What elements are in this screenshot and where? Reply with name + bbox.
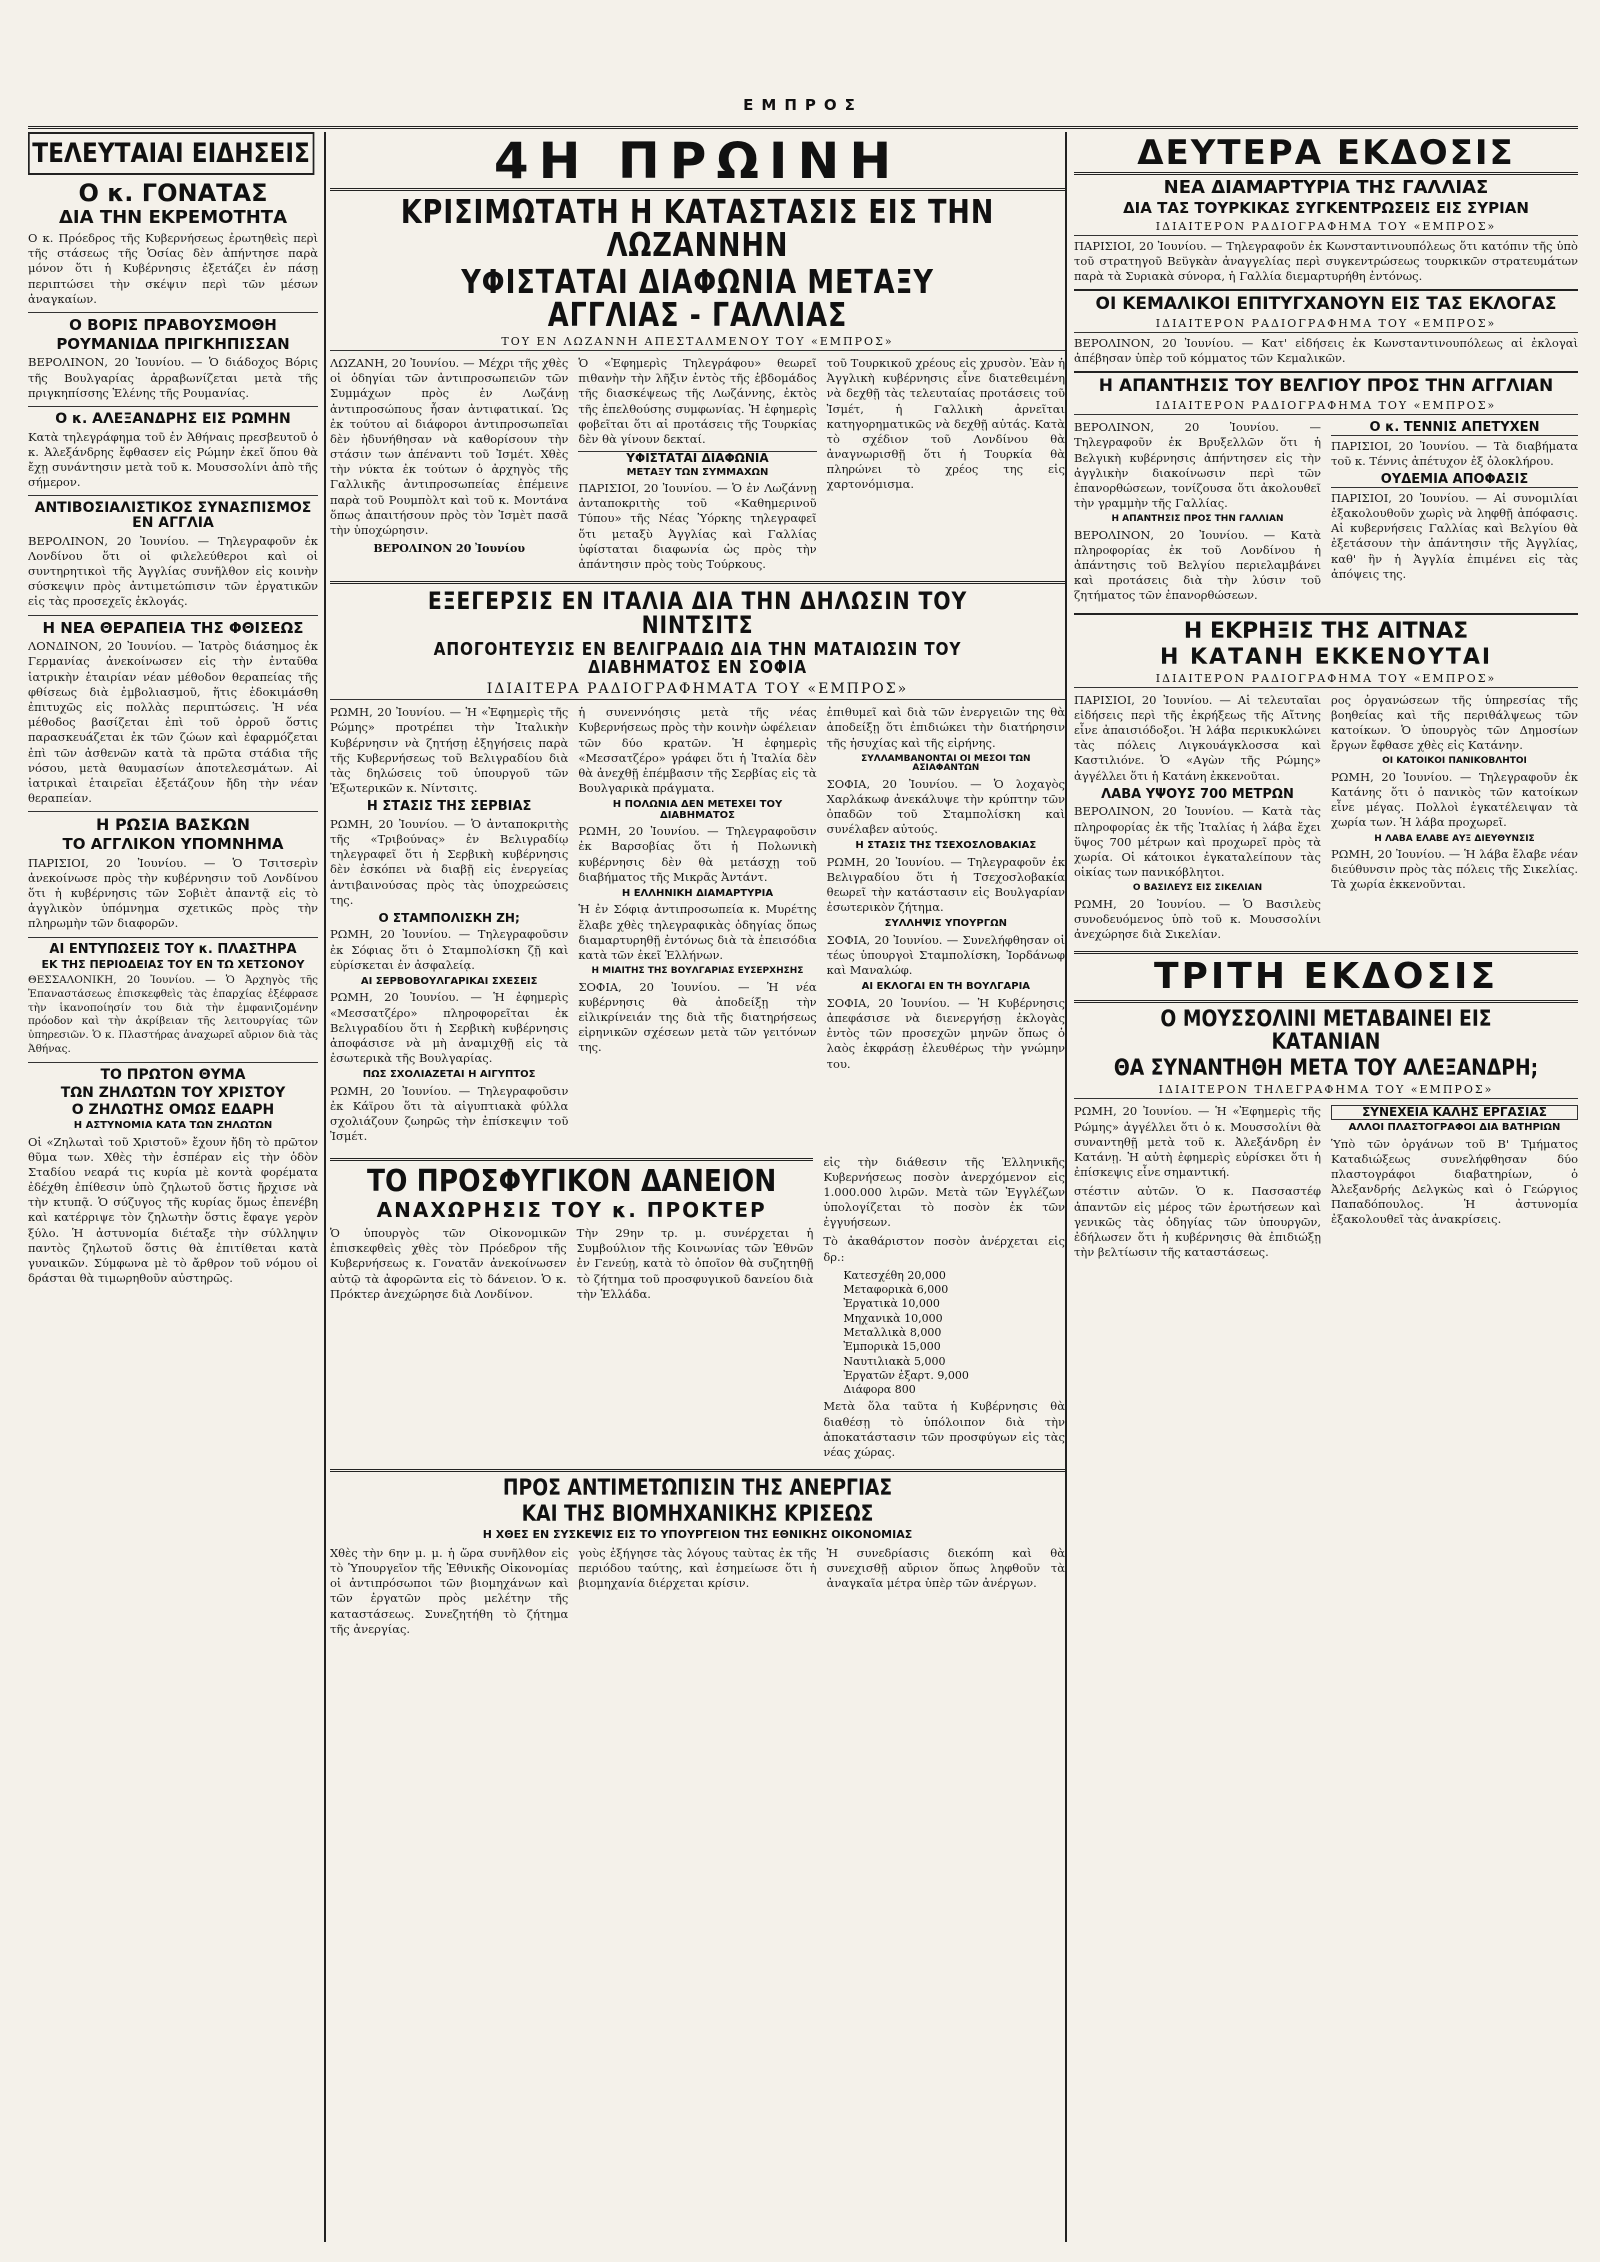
article-body: Χθὲς τὴν 6ην μ. μ. ἡ ὥρα συνῆλθον εἰς τὸ Ὑπουργεῖον τῆς Ἐθνικῆς Οἰκονομίας οἱ ἀντιπρόσωποι τῶν βιομηχάνων καὶ τῶν ἐργατῶν πρὸς μελέτην τῆς καταστάσεως. Συνεζητήθη τὸ ζήτημα τῆς ἀνεργίας.: [330, 1545, 569, 1636]
article-body: ΣΟΦΙΑ, 20 Ἰουνίου. — Ἡ νέα κυβέρνησις θὰ ἀποδείξῃ τὴν εἰλικρίνειάν της διὰ τῆς διατηρήσεως εἰρηνικῶν σχέσεων μετὰ τῶν γειτόνων της.: [578, 979, 817, 1055]
unemployment-headline-2: ΚΑΙ ΤΗΣ ΒΙΟΜΗΧΑΝΙΚΗΣ ΚΡΙΣΕΩΣ: [521, 1502, 874, 1528]
paper-name: ΕΜΠΡΟΣ: [743, 96, 863, 114]
article-subtitle: ΡΟΥΜΑΝΙΔΑ ΠΡΙΓΚΗΠΙΣΣΑΝ: [56, 334, 290, 353]
article-body: ἐπιθυμεῖ καὶ διὰ τῶν ἐνεργειῶν της θὰ ἀποδείξῃ ὅτι ἐπιδιώκει τὴν διατήρησιν τῆς ἡσυχίας καὶ τῆς εἰρήνης.: [826, 705, 1065, 750]
loan-table-row: Μηχανικὰ 10,000: [843, 1311, 943, 1325]
article-subtitle: Η ΕΛΛΗΝΙΚΗ ΔΙΑΜΑΡΤΥΡΙΑ: [621, 887, 774, 899]
article-title: ΟΙ ΚΕΜΑΛΙΚΟΙ ΕΠΙΤΥΓΧΑΝΟΥΝ ΕΙΣ ΤΑΣ ΕΚΛΟΓΑΣ: [1095, 294, 1557, 315]
dispatch-line: ΙΔΙΑΙΤΕΡΑ ΡΑΔΙΟΓΡΑΦΗΜΑΤΑ ΤΟΥ «ΕΜΠΡΟΣ»: [330, 681, 1065, 700]
table-intro: Τὸ ἀκαθάριστον ποσὸν ἀνέρχεται εἰς δρ.:: [823, 1234, 1065, 1264]
article-title: Η ΡΩΣΙΑ ΒΑΣΚΩΝ: [95, 815, 251, 835]
article-body: Ὁ «Ἐφημερὶς Τηλεγράφου» θεωρεῖ πιθανὴν τὴν λῆξιν ἐντὸς τῆς ἑβδομάδος τῆς διασκέψεως τῆς Λωζάννης, ἐκτὸς τῆς ἐπελθούσης συμφωνίας. Ἡ ἐφημερὶς φοβεῖται ὅτι αἱ προτάσεις τῆς Τουρκίας δὲν θὰ γίνουν δεκταί.: [578, 356, 817, 446]
dispatch-line: ΙΔΙΑΙΤΕΡΟΝ ΡΑΔΙΟΓΡΑΦΗΜΑ ΤΟΥ «ΕΜΠΡΟΣ»: [1074, 672, 1578, 688]
article-body: στέστιν αὐτῶν. Ὁ κ. Πασσαστέφ ἀπαντῶν εἰς μέρος τῶν ἐρωτήσεων καὶ γενικῶς τὰς ὁδηγίας τῶν ὑπουργῶν, ἐδήλωσεν ὅτι ἡ κυβέρνησις θὰ ἐπιδιώξῃ τὴν βελτίωσιν τῆς καταστάσεως.: [1074, 1184, 1321, 1260]
article-body: ΛΩΖΑΝΗ, 20 Ἰουνίου. — Μέχρι τῆς χθὲς οἱ ὁδηγίαι τῶν ἀντιπροσωπειῶν τῶν Συμμάχων πρὸς ἐν Λωζάνῃ ἀντιπροσώπους ἦσαν ἀντιφατικαί. Ὡς ἐκ τούτου αἱ διάφοροι ἀντιπροσωπεῖαι δὲν ἠδυνήθησαν νὰ καθορίσουν τὴν στάσιν των ἀπέναντι τοῦ Ἰσμέτ. Χθὲς τὴν νύκτα ἐκ τούτων ὁ ἀρχηγὸς τῆς Γαλλικῆς ἀντιπροσωπείας ἐπέμεινε παρὰ τοῦ Ρουμπὸλτ καὶ τοῦ κ. Μοντάνα ὅπως ἀπαιτήσουν πρὸς τὸν Ἰσμὲτ πασᾶ τὴν ὑποχώρησιν.: [330, 356, 569, 537]
article-body: τοῦ Τουρκικοῦ χρέους εἰς χρυσὸν. Ἐὰν ἡ Ἀγγλικὴ κυβέρνησις εἶνε διατεθειμένη νὰ δεχθῇ τὰς τελευταίας προτάσεις τοῦ Ἰσμέτ, ἡ Γαλλικὴ ἀρνεῖται κατηγορηματικῶς νὰ δεχθῇ αὐτάς. Κατὰ τὸ σχέδιον τοῦ Λονδίνου θὰ ἀναγνωρισθῇ ὅτι ἡ Τουρκία θὰ πληρώνει τὸ χρέος της εἰς χαρτονόμισμα.: [826, 356, 1065, 492]
dispatch-line: ΙΔΙΑΙΤΕΡΟΝ ΡΑΔΙΟΓΡΑΦΗΜΑ ΤΟΥ «ΕΜΠΡΟΣ»: [1074, 317, 1578, 333]
article-title: Ο κ. ΓΟΝΑΤΑΣ: [78, 179, 268, 207]
article-subtitle: Η ΣΤΑΣΙΣ ΤΗΣ ΣΕΡΒΙΑΣ: [366, 799, 532, 815]
italy-headline: ΕΞΕΓΕΡΣΙΣ ΕΝ ΙΤΑΛΙΑ ΔΙΑ ΤΗΝ ΔΗΛΩΣΙΝ ΤΟΥ ΝΙΝΤΣΙΤΣ: [427, 587, 968, 640]
etna-subheadline: Η ΚΑΤΑΝΗ ΕΚΚΕΝΟΥΤΑΙ: [1159, 644, 1493, 670]
article-subtitle: ΑΛΛΟΙ ΠΛΑΣΤΟΓΡΑΦΟΙ ΔΙΑ ΒΑΤΗΡΙΩΝ: [1348, 1122, 1561, 1134]
loan-subheadline: ΑΝΑΧΩΡΗΣΙΣ ΤΟΥ κ. ΠΡΟΚΤΕΡ: [376, 1198, 767, 1223]
article-subtitle: Η ΑΣΤΥΝΟΜΙΑ ΚΑΤΑ ΤΩΝ ΖΗΛΩΤΩΝ: [73, 1120, 273, 1132]
article-subtitle: ΣΥΛΛΗΨΙΣ ΥΠΟΥΡΓΩΝ: [884, 918, 1007, 930]
article-body: εἰς τὴν διάθεσιν τῆς Ἑλληνικῆς Κυβερνήσεως ποσὸν ἀνερχόμενον εἰς 1.000.000 λιρῶν. Μετὰ τῶν Ἐγγλέζων ὑπολογίζεται τὸ ποσὸν ἐκ τῶν ἐγγυήσεων.: [823, 1154, 1065, 1230]
article-body: Κατὰ τηλεγράφημα τοῦ ἐν Ἀθήναις πρεσβευτοῦ ὁ κ. Ἀλεξάνδρης ἔφθασεν εἰς Ρώμην ἐκεῖ ὅπου θὰ ἔχῃ συνάντησιν μετὰ τοῦ κ. Μουσσολίνι ἀπὸ τῆς σήμερον.: [28, 429, 318, 490]
article-body: ΡΩΜΗ, 20 Ἰουνίου. — Ὁ ἀνταποκριτὴς τῆς «Τριβούνας» ἐν Βελιγραδίῳ τηλεγραφεῖ ὅτι ἡ Σερβικὴ κυβέρνησις δὲν ἐσκόπει νὰ διαβῇ εἰς ἐνεργείας ἀντιβαινούσας πρὸς τὰς ὑποχρεώσεις της.: [330, 816, 569, 907]
lead-headline-2: ΥΦΙΣΤΑΤΑΙ ΔΙΑΦΩΝΙΑ ΜΕΤΑΞΥ ΑΓΓΛΙΑΣ - ΓΑΛΛΙΑΣ: [461, 262, 934, 334]
article-body: ΡΩΜΗ, 20 Ἰουνίου. — Τηλεγραφοῦσιν ἐκ Κάϊρου ὅτι τὰ αἰγυπτιακὰ φύλλα σχολιάζουν ζωηρῶς τὴν ἐπίσκεψιν τοῦ Ἰσμέτ.: [330, 1083, 569, 1144]
article-body: ΠΑΡΙΣΙΟΙ, 20 Ἰουνίου. — Ὁ Τσιτσερὶν ἀνεκοίνωσε πρὸς τὴν κυβέρνησιν τοῦ Λονδίνου ὅτι ἡ κυβέρνησις τῶν Σοβιὲτ ἀπαντᾷ εἰς τὸ ἀγγλικὸν ὑπόμνημα σχετικῶς πρὸς τὴν πληρωμὴν τῶν διαφορῶν.: [28, 855, 318, 931]
column-right: [1074, 132, 1578, 2242]
article-title: ΟΥΔΕΜΙΑ ΑΠΟΦΑΣΙΣ: [1331, 473, 1578, 488]
article-subtitle: ΣΥΛΛΑΜΒΑΝΟΝΤΑΙ ΟΙ ΜΕΣΟΙ ΤΩΝ ΑΣΙΑΦΑΝΤΩΝ: [861, 753, 1031, 774]
article-body: ΡΩΜΗ, 20 Ἰουνίου. — Τηλεγραφοῦσιν ἐκ Βαρσοβίας ὅτι ἡ Πολωνικὴ κυβέρνησις δὲν θὰ μετάσχῃ τοῦ διαβήματος τῆς Μικρᾶς Ἀντάντ.: [578, 824, 817, 884]
article-body: Ο κ. Πρόεδρος τῆς Κυβερνήσεως ἐρωτηθεὶς περὶ τῆς στάσεως τῆς Ὁσίας δὲν ἀπήντησε παρὰ μόνον ὅτι ἡ Κυβέρνησις ἐξετάζει ἐν πάσῃ περιπτώσει τὴν σκέψιν περὶ τῶν μέσων ἀναγκαίων.: [28, 231, 318, 306]
mussolini-headline-2: ΘΑ ΣΥΝΑΝΤΗΘΗ ΜΕΤΑ ΤΟΥ ΑΛΕΞΑΝΔΡΗ;: [1113, 1056, 1539, 1082]
article-body: Ἡ ἐν Σόφιᾳ ἀντιπροσωπεία κ. Μυρέτης ἔλαβε χθὲς τηλεγραφικὰς ὁδηγίας ὅπως διαμαρτυρηθῇ ἐντόνως διὰ τὰ ἐπεισόδια κατὰ τῶν ἐκεῖ Ἑλλήνων.: [578, 902, 817, 962]
article-title: Ο ΒΟΡΙΣ ΠΡΑΒΟΥΣΜΟΘΗ: [69, 315, 277, 334]
mussolini-headline: Ο ΜΟΥΣΣΟΛΙΝΙ ΜΕΤΑΒΑΙΝΕΙ ΕΙΣ ΚΑΤΑΝΙΑΝ: [1160, 1007, 1492, 1056]
italy-headline-2: ΑΠΟΓΟΗΤΕΥΣΙΣ ΕΝ ΒΕΛΙΓΡΑΔΙΩ ΔΙΑ ΤΗΝ ΜΑΤΑΙΩΣΙΝ ΤΟΥ ΔΙΑΒΗΜΑΤΟΣ ΕΝ ΣΟΦΙΑ: [433, 639, 962, 679]
article-body: ΡΩΜΗ, 20 Ἰουνίου. — Ὁ Βασιλεὺς συνοδευόμενος ὑπὸ τοῦ κ. Μουσσολίνι ἀνεχώρησε διὰ Σικελίαν.: [1074, 896, 1321, 942]
article-body: ΡΩΜΗ, 20 Ἰουνίου. — Τηλεγραφοῦν ἐκ Βελιγραδίου ὅτι ἡ Τσεχοσλοβακία θεωρεῖ τὴν κατάστασιν εἰς Βουλγαρίαν ἐσωτερικὸν ζήτημα.: [826, 854, 1065, 915]
loan-table-row: Ἐργατῶν ἐξαρτ. 9,000: [843, 1368, 969, 1382]
article-subtitle: Η ΠΟΛΩΝΙΑ ΔΕΝ ΜΕΤΕΧΕΙ ΤΟΥ ΔΙΑΒΗΜΑΤΟΣ: [612, 799, 783, 821]
article-subtitle: Ο ΣΤΑΜΠΟΛΙΣΚΗ ΖΗ;: [378, 910, 520, 925]
article-title: Ο κ. ΤΕΝΝΙΣ ΑΠΕΤΥΧΕΝ: [1331, 421, 1578, 436]
article-title: ΝΕΑ ΔΙΑΜΑΡΤΥΡΙΑ ΤΗΣ ΓΑΛΛΙΑΣ: [1163, 177, 1489, 198]
article-body: ΡΩΜΗ, 20 Ἰουνίου. — Ἡ «Ἐφημερὶς τῆς Ρώμης» ἀγγέλλει ὅτι ὁ κ. Μουσσολίνι θὰ συναντηθῇ μετὰ τοῦ κ. Ἀλεξάνδρη ἐν Κατάνῃ. Ἡ αὐτὴ ἐφημερὶς εὑρίσκει ὅτι ἡ ἐπίσκεψις εἶνε σημαντική.: [1074, 1104, 1321, 1180]
article-title: Ο κ. ΑΛΕΞΑΝΔΡΗΣ ΕΙΣ ΡΩΜΗΝ: [55, 410, 291, 427]
article-body: ἡ συνεννόησις μετὰ τῆς νέας Κυβερνήσεως πρὸς τὴν κοινὴν ὠφέλειαν τῶν δύο κρατῶν. Ἡ ἐφημερὶς «Μεσσατζέρο» γράφει ὅτι ἡ Ἰταλία δὲν θὰ ἀνεχθῇ ἐπέμβασιν τῆς Σερβίας εἰς τὰ Βουλγαρικὰ πράγματα.: [578, 705, 817, 796]
article-body: ΡΩΜΗ, 20 Ἰουνίου. — Τηλεγραφοῦν ἐκ Κατάνης ὅτι ὁ πανικὸς τῶν κατοίκων εἶνε μέγας. Πολλοὶ ἐγκατέλειψαν τὰ χωρία των. Ἡ λάβα προχωρεῖ.: [1331, 769, 1578, 830]
article-body: γοὺς ἐξήγησε τὰς λόγους ταὺτας ἐκ τῆς περιόδου ταύτης, καὶ ἐσημείωσε ὅτι ἡ βιομηχανία διέρχεται κρίσιν.: [578, 1545, 817, 1591]
article-body: ΒΕΡΟΛΙΝΟΝ, 20 Ἰουνίου. — Κατὰ τὰς πληροφορίας ἐκ τῆς Ἰταλίας ἡ λάβα ἔχει ὕψος 700 μέτρων καὶ προχωρεῖ πρὸς τὰ χωρία. Οἱ κάτοικοι ἐγκαταλείπουν τὰς οἰκίας των πανικόβλητοι.: [1074, 804, 1321, 880]
article-body: ΣΟΦΙΑ, 20 Ἰουνίου. — Ἡ Κυβέρνησις ἀπεφάσισε νὰ διενεργήσῃ ἐκλογὰς ἐντὸς τῶν προσεχῶν μηνῶν ὅπως ὁ λαὸς ἐκφράσῃ ἐλευθέρως τὴν γνώμην του.: [826, 995, 1065, 1071]
article-body: Μετὰ ὅλα ταῦτα ἡ Κυβέρνησις θὰ διαθέσῃ τὸ ὑπόλοιπον διὰ τὴν ἀποκατάστασιν τῶν προσφύγων εἰς τὰς νέας χώρας.: [823, 1399, 1065, 1459]
article-body: ΠΑΡΙΣΙΟΙ, 20 Ἰουνίου. — Ὁ ἐν Λωζάννῃ ἀνταποκριτὴς τοῦ «Καθημερινοῦ Τύπου» τῆς Νέας Ὑόρκης τηλεγραφεῖ ὅτι μεταξὺ Ἀγγλίας καὶ Γαλλίας ὑφίσταται διαφωνία ὡς πρὸς τὴν ἀπάντησιν πρὸς τοὺς Τούρκους.: [578, 481, 817, 571]
article-subtitle: Ο ΒΑΣΙΛΕΥΣ ΕΙΣ ΣΙΚΕΛΙΑΝ: [1132, 883, 1263, 894]
article-body: ΛΟΝΔΙΝΟΝ, 20 Ἰουνίου. — Ἰατρὸς διάσημος ἐκ Γερμανίας ἀνεκοίνωσεν εἰς τὴν ἐνταῦθα ἰατρικὴν ἑταιρίαν νέαν μέθοδον θεραπείας τῆς φθίσεως διὰ ἐμβολιασμοῦ, ἥτις ἐδοκιμάσθη ἐπιτυχῶς εἰς πολλὰς περιπτώσεις. Ἡ νέα μέθοδος βασίζεται ἐπὶ τοῦ ὀρροῦ ὅστις παρασκευάζεται ἐκ τῶν ζώων καὶ ἐφαρμόζεται ἐπὶ τῶν ἀσθενῶν κατὰ τὰ πρῶτα στάδια τῆς νόσου, μετὰ θαυμασίων ἀποτελεσμάτων. Αἱ ἰατρικαὶ ἑταιρεῖαι ἐξετάζουν ἤδη τὴν νέαν θεραπείαν.: [28, 639, 318, 806]
loan-table: [823, 1269, 1065, 1398]
article-subtitle: ΑΙ ΕΚΛΟΓΑΙ ΕΝ ΤΗ ΒΟΥΛΓΑΡΙΑ: [861, 981, 1031, 993]
article-body: ΒΕΡΟΛΙΝΟΝ, 20 Ἰουνίου. — Κατ' εἰδήσεις ἐκ Κωνσταντινουπόλεως αἱ ἐκλογαὶ ἀπέβησαν ὑπὲρ τοῦ κόμματος τῶν Κεμαλικῶν.: [1074, 336, 1578, 366]
article-subtitle: Η ΛΑΒΑ ΕΛΑΒΕ ΑΥΞ ΔΙΕΥΘΥΝΣΙΣ: [1374, 833, 1535, 844]
unemployment-subheadline: Η ΧΘΕΣ ΕΝ ΣΥΣΚΕΨΙΣ ΕΙΣ ΤΟ ΥΠΟΥΡΓΕΙΟΝ ΤΗΣ ΕΘΝΙΚΗΣ ΟΙΚΟΝΟΜΙΑΣ: [482, 1528, 913, 1542]
article-body: ρος ὀργανώσεων τῆς ὑπηρεσίας τῆς βοηθείας καὶ τῆς περιθάλψεως τῶν κατοίκων. Ὁ ὑπουργὸς τῶν Δημοσίων ἔργων ἔφθασε χθὲς εἰς Κατάνην.: [1331, 692, 1578, 753]
dispatch-line: ΙΔΙΑΙΤΕΡΟΝ ΤΗΛΕΓΡΑΦΗΜΑ ΤΟΥ «ΕΜΠΡΟΣ»: [1074, 1083, 1578, 1099]
article-subtitle: ΔΙΑ ΤΑΣ ΤΟΥΡΚΙΚΑΣ ΣΥΓΚΕΝΤΡΩΣΕΙΣ ΕΙΣ ΣΥΡΙΑΝ: [1123, 198, 1529, 217]
article-subtitle: ΔΙΑ ΤΗΝ ΕΚΡΕΜΟΤΗΤΑ: [59, 207, 287, 229]
article-subtitle: ΤΩΝ ΖΗΛΩΤΩΝ ΤΟΥ ΧΡΙΣΤΟΥ: [60, 1084, 286, 1101]
section-title-latest-news: ΤΕΛΕΥΤΑΙΑΙ ΕΙΔΗΣΕΙΣ: [28, 132, 314, 175]
loan-table-row: Μεταλλικὰ 8,000: [843, 1325, 942, 1339]
loan-table-row: Διάφορα 800: [843, 1383, 916, 1397]
article-title: ΑΝΤΙΒΟΣΙΑΛΙΣΤΙΚΟΣ ΣΥΝΑΣΠΙΣΜΟΣ ΕΝ ΑΓΓΛΙΑ: [34, 500, 312, 532]
article-body: ΘΕΣΣΑΛΟΝΙΚΗ, 20 Ἰουνίου. — Ὁ Ἀρχηγὸς τῆς Ἐπαναστάσεως ἐπισκεφθεὶς τὰς ἐπαρχίας ἐξέφρασε τὴν ἱκανοποίησίν του διὰ τὴν ἐμφανιζομένην πρόοδον καὶ τὴν ἀκρίβειαν τῆς λειτουργίας τῶν ὑπηρεσιῶν. Ὁ κ. Πλαστήρας ἀναχωρεῖ αὔριον διὰ τὰς Ἀθήνας.: [28, 973, 318, 1056]
unemployment-headline: ΠΡΟΣ ΑΝΤΙΜΕΤΩΠΙΣΙΝ ΤΗΣ ΑΝΕΡΓΙΑΣ: [502, 1476, 893, 1502]
article-body: ΒΕΡΟΛΙΝΟΝ, 20 Ἰουνίου. — Κατὰ πληροφορίας ἐκ τοῦ Λονδίνου ἡ ἀπάντησις τοῦ Βελγίου περιελαμβάνει καὶ προτάσεις διὰ τὴν λύσιν τοῦ ζητήματος τῶν ἐπανορθώσεων.: [1074, 527, 1321, 603]
lead-headline: ΚΡΙΣΙΜΩΤΑΤΗ Η ΚΑΤΑΣΤΑΣΙΣ ΕΙΣ ΤΗΝ ΛΩΖΑΝΝΗΝ: [400, 192, 995, 264]
edition-title-second: ΔΕΥΤΕΡΑ ΕΚΔΟΣΙΣ: [1074, 136, 1578, 175]
article-body: Ἡ συνεδρίασις διεκόπη καὶ θὰ συνεχισθῇ αὔριον ὅπως ληφθοῦν τὰ ἀναγκαῖα μέτρα ὑπὲρ τῶν ἀνέργων.: [826, 1545, 1065, 1591]
article-subtitle: Η ΣΤΑΣΙΣ ΤΗΣ ΤΣΕΧΟΣΛΟΒΑΚΙΑΣ: [855, 840, 1037, 852]
article-body: ΡΩΜΗ, 20 Ἰουνίου. — Ἡ λάβα ἔλαβε νέαν διεύθυνσιν πρὸς τὰς πόλεις τῆς Σικελίας. Τὰ χωρία ἐκκενοῦνται.: [1331, 846, 1578, 892]
loan-headline: ΤΟ ΠΡΟΣΦΥΓΙΚΟΝ ΔΑΝΕΙΟΝ: [367, 1163, 777, 1199]
loan-table-row: Ἐμπορικὰ 15,000: [843, 1340, 941, 1354]
article-subtitle: ΛΑΒΑ ΥΨΟΥΣ 700 ΜΕΤΡΩΝ: [1101, 786, 1294, 802]
article-body: ΡΩΜΗ, 20 Ἰουνίου. — Ἡ ἐφημερὶς «Μεσσατζέρο» πληροφορεῖται ἐκ Βελιγραδίου ὅτι ἡ Σερβικὴ κυβέρνησις ἀποφάσισε νὰ μὴ ἀναμιχθῇ εἰς τὰ ἐσωτερικὰ τῆς Βουλγαρίας.: [330, 990, 569, 1066]
loan-table-row: Ναυτιλιακὰ 5,000: [843, 1354, 946, 1368]
edition-title: 4Η ΠΡΩΙΝΗ: [330, 136, 1065, 191]
article-body: ΒΕΡΟΛΙΝΟΝ, 20 Ἰουνίου. — Ὁ διάδοχος Βόρις τῆς Βουλγαρίας ἀρραβωνίζεται μετὰ τῆς πριγκηπίσσης Ἑλένης τῆς Ρουμανίας.: [28, 355, 318, 400]
dispatch-line: ΙΔΙΑΙΤΕΡΟΝ ΡΑΔΙΟΓΡΑΦΗΜΑ ΤΟΥ «ΕΜΠΡΟΣ»: [1074, 399, 1578, 415]
article-body: ΠΑΡΙΣΙΟΙ, 20 Ἰουνίου. — Τηλεγραφοῦν ἐκ Κωνσταντινουπόλεως ὅτι κατόπιν τῆς ὑπὸ τοῦ στρατηγοῦ Βεϋγκὰν ἀναγγελίας περὶ συγκεντρώσεως τουρκικῶν στρατευμάτων παρὰ τὰ Συριακὰ σύνορα, ἡ Γαλλία διεμαρτυρήθη ἐντόνως.: [1074, 238, 1578, 283]
article-body: Ὑπὸ τῶν ὀργάνων τοῦ Β' Τμήματος Καταδιώξεως συνελήφθησαν δύο πλαστογράφοι διαβατηρίων, ὁ Ἀλεξανδρής Δελγκὼς καὶ ὁ Γεώργιος Παπαδόπουλος. Ἡ ἀστυνομία ἐξακολουθεῖ τὰς ἀνακρίσεις.: [1331, 1136, 1578, 1227]
loan-table-row: Μεταφορικὰ 6,000: [843, 1283, 949, 1297]
article-body: ΒΕΡΟΛΙΝΟΝ, 20 Ἰουνίου. — Τηλεγραφοῦν ἐκ Λονδίνου ὅτι οἱ φιλελεύθεροι καὶ οἱ συντηρητικοὶ τῆς Ἀγγλίας συνῆλθον εἰς κοινὴν σύσκεψιν πρὸς ἀντιμετώπισιν τῶν ἐργατικῶν εἰς τὰς προσεχεῖς ἐκλογάς.: [28, 533, 318, 609]
column-center: [330, 132, 1067, 2242]
article-title: Η ΑΠΑΝΤΗΣΙΣ ΤΟΥ ΒΕΛΓΙΟΥ ΠΡΟΣ ΤΗΝ ΑΓΓΛΙΑΝ: [1098, 376, 1554, 397]
article-body: ΡΩΜΗ, 20 Ἰουνίου. — Ἡ «Ἐφημερὶς τῆς Ρώμης» προτρέπει τὴν Ἰταλικὴν Κυβέρνησιν νὰ ζητήσῃ ἐξηγήσεις παρὰ τῆς Κυβερνήσεως τοῦ Βελιγραδίου διὰ τὰς δηλώσεις τοῦ ὑπουργοῦ τῶν Ἐξωτερικῶν κ. Νίντσιτς.: [330, 705, 569, 796]
dispatch-line: ΤΟΥ ΕΝ ΛΩΖΑΝΝΗ ΑΠΕΣΤΑΛΜΕΝΟΥ ΤΟΥ «ΕΜΠΡΟΣ»: [330, 335, 1065, 351]
article-subtitle: ΤΟ ΑΓΓΛΙΚΟΝ ΥΠΟΜΝΗΜΑ: [62, 835, 284, 853]
dateline: ΒΕΡΟΛΙΝΟΝ 20 Ἰουνίου: [373, 542, 525, 556]
article-body: ΡΩΜΗ, 20 Ἰουνίου. — Τηλεγραφοῦσιν ἐκ Σόφιας ὅτι ὁ Σταμπολίσκη ζῇ καὶ εὑρίσκεται ἐν ἀσφαλείᾳ.: [330, 927, 569, 972]
article-subtitle: ΠΩΣ ΣΧΟΛΙΑΖΕΤΑΙ Η ΑΙΓΥΠΤΟΣ: [362, 1069, 536, 1081]
article-subtitle: ΟΙ ΚΑΤΟΙΚΟΙ ΠΑΝΙΚΟΒΛΗΤΟΙ: [1382, 756, 1527, 767]
article-subtitle: ΑΙ ΣΕΡΒΟΒΟΥΛΓΑΡΙΚΑΙ ΣΧΕΣΕΙΣ: [360, 975, 538, 987]
article-body: Ὁ ὑπουργὸς τῶν Οἰκονομικῶν ἐπισκεφθεὶς χθὲς τὸν Πρόεδρον τῆς Κυβερνήσεως κ. Γονατᾶν ἀνεκοίνωσεν αὐτῷ τὰ ἀφορῶντα εἰς τὸ δάνειον. Ὁ κ. Πρόκτερ ἀνεχώρησε διὰ Λονδίνον.: [330, 1226, 567, 1301]
article-body: ΠΑΡΙΣΙΟΙ, 20 Ἰουνίου. — Αἱ συνομιλίαι ἐξακολουθοῦν χωρὶς νὰ ληφθῇ ἀπόφασις. Αἱ κυβερνήσεις Γαλλίας καὶ Βελγίου θὰ ἐξετάσουν τὴν ἀπάντησιν τῆς Ἀγγλίας, καθ' ἣν ἡ Ἀγγλία ἐπιμένει εἰς τὰς ἀπόψεις της.: [1331, 490, 1578, 581]
article-subtitle: ΕΚ ΤΗΣ ΠΕΡΙΟΔΕΙΑΣ ΤΟΥ ΕΝ ΤΩ ΧΕΤΣΟΝΟΥ: [41, 958, 305, 972]
column-left: [28, 132, 326, 2242]
etna-headline: Η ΕΚΡΗΞΙΣ ΤΗΣ ΑΙΤΝΑΣ: [1183, 618, 1469, 644]
article-body: Τὴν 29ην τρ. μ. συνέρχεται ἡ Συμβούλιον τῆς Κοινωνίας τῶν Ἐθνῶν ἐν Γενεύῃ, κατὰ τὸ ὁποῖον θὰ συζητηθῇ τὸ ζήτημα τοῦ προσφυγικοῦ δανείου διὰ τὴν Ἑλλάδα.: [576, 1226, 814, 1301]
article-body: ΣΟΦΙΑ, 20 Ἰουνίου. — Συνελήφθησαν οἱ τέως ὑπουργοὶ Σταμπολίσκη, Ἰορδάνωφ καὶ Μαναλώφ.: [826, 932, 1065, 978]
article-title: ΤΟ ΠΡΩΤΟΝ ΘΥΜΑ: [100, 1066, 246, 1083]
article-title: ΑΙ ΕΝΤΥΠΩΣΕΙΣ ΤΟΥ κ. ΠΛΑΣΤΗΡΑ: [49, 941, 297, 957]
article-body: ΠΑΡΙΣΙΟΙ, 20 Ἰουνίου. — Τὰ διαβήματα τοῦ κ. Τέννις ἀπέτυχον ἐξ ὁλοκλήρου.: [1331, 438, 1578, 468]
article-title: ΣΥΝΕΧΕΙΑ ΚΑΛΗΣ ΕΡΓΑΣΙΑΣ: [1331, 1105, 1578, 1120]
article-body: ΠΑΡΙΣΙΟΙ, 20 Ἰουνίου. — Αἱ τελευταῖαι εἰδήσεις περὶ τῆς ἐκρήξεως τῆς Αἴτνης εἶνε ἀπαισιόδοξοι. Ἡ λάβα περικυκλώνει τὰς πόλεις Λιγκουάγκλοσσα καὶ Καστιλιόνε. Ὁ «Αγὼν τῆς Ρώμης» ἀγγέλλει ὅτι ἡ Κατάνη ἐκκενοῦται.: [1074, 692, 1321, 783]
article-body: ΣΟΦΙΑ, 20 Ἰουνίου. — Ὁ λοχαγὸς Χαρλάκωφ ἀνεκάλυψε τὴν κρύπτην τῶν ὀπαδῶν τοῦ Σταμπολίσκη καὶ συνέλαβεν αὐτούς.: [826, 776, 1065, 837]
loan-table-row: Κατεσχέθη 20,000: [843, 1268, 946, 1282]
article-subtitle: Η ΜΙΑΙΤΗΣ ΤΗΣ ΒΟΥΛΓΑΡΙΑΣ ΕΥΣΕΡΧΗΣΗΣ: [591, 966, 804, 977]
edition-title-third: ΤΡΙΤΗ ΕΚΔΟΣΙΣ: [1153, 956, 1499, 998]
article-subtitle: ΜΕΤΑΞΥ ΤΩΝ ΣΥΜΜΑΧΩΝ: [626, 466, 769, 478]
article-body: ΒΕΡΟΛΙΝΟΝ, 20 Ἰουνίου. — Τηλεγραφοῦν ἐκ Βρυξελλῶν ὅτι ἡ Βελγικὴ κυβέρνησις ἀπήντησεν εἰς τὴν ἀγγλικὴν διακοίνωσιν περὶ τῶν ἐπανορθώσεων, τονίζουσα ὅτι ἀκολουθεῖ τὴν γραμμὴν τῆς Γαλλίας.: [1074, 420, 1321, 511]
masthead: [28, 96, 1578, 129]
article-subtitle: Ο ΖΗΛΩΤΗΣ ΟΜΩΣ ΕΔΑΡΗ: [71, 1102, 275, 1119]
article-subtitle: Η ΑΠΑΝΤΗΣΙΣ ΠΡΟΣ ΤΗΝ ΓΑΛΛΙΑΝ: [1111, 514, 1284, 525]
loan-table-row: Ἐργατικὰ 10,000: [843, 1297, 940, 1311]
article-subtitle: ΥΦΙΣΤΑΤΑΙ ΔΙΑΦΩΝΙΑ: [578, 451, 816, 465]
article-title: Η ΝΕΑ ΘΕΡΑΠΕΙΑ ΤΗΣ ΦΘΙΣΕΩΣ: [42, 618, 304, 637]
article-body: Οἱ «Ζηλωταὶ τοῦ Χριστοῦ» ἔχουν ἤδη τὸ πρῶτον θῦμα των. Χθὲς τὴν ἑσπέραν εἰς τὴν ὁδὸν Σταδίου νεαρά τις κυρία μὲ κοντὰ φορέματα ἐδέχθη ἐπίθεσιν ὑπὸ ζηλωτοῦ ὅστις ἤρχισε νὰ τὴν κτυπᾷ. Ὁ σύζυγος τῆς κυρίας ὅμως ἐπενέβη καὶ κατέρριψε τὸν ζηλωτὴν ὅστις ἔφαγε γερὸν ξύλο. Ἡ ἀστυνομία διέταξε τὴν σύλληψιν παντὸς ζηλωτοῦ ὅστις θὰ ἐπιτίθεται κατὰ γυναικῶν. Σύμφωνα μὲ τὸ ἄρθρον τοῦ νόμου οἱ δράσται θὰ τιμωρηθοῦν αὐστηρῶς.: [28, 1134, 318, 1286]
dispatch-line: ΙΔΙΑΙΤΕΡΟΝ ΡΑΔΙΟΓΡΑΦΗΜΑ ΤΟΥ «ΕΜΠΡΟΣ»: [1074, 220, 1578, 236]
